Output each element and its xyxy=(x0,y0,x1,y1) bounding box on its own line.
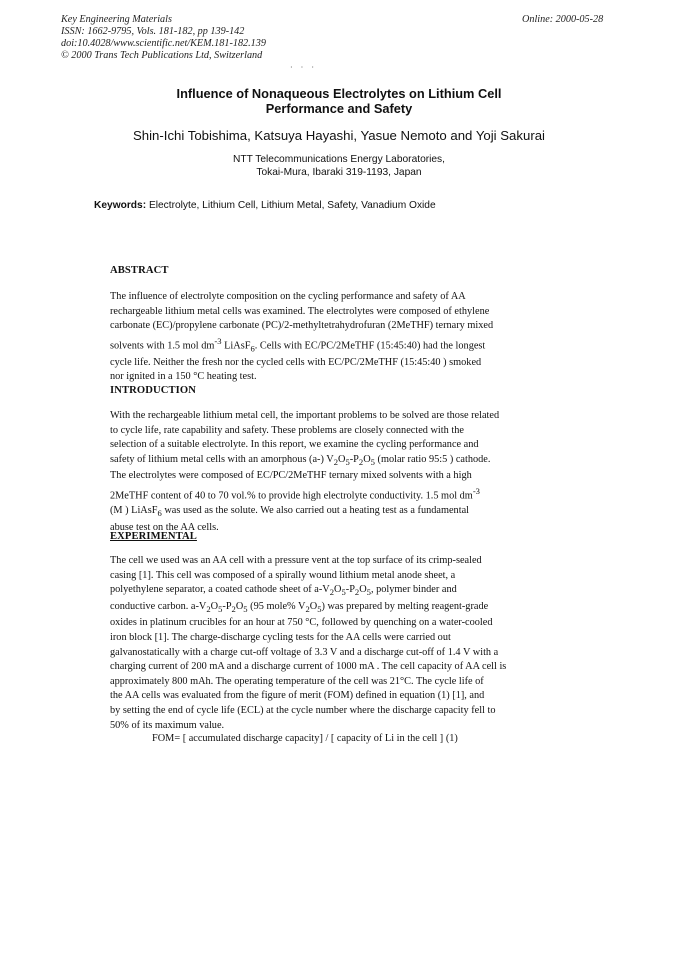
affiliation-line: NTT Telecommunications Energy Laboratories, xyxy=(233,154,445,165)
paragraph-line: the AA cells was evaluated from the figure of merit (FOM) defined in equation (1) [1], and xyxy=(110,690,485,702)
paragraph-line: abuse test on the AA cells. xyxy=(110,521,219,533)
paragraph-line: The cell we used was an AA cell with a pressure vent at the top surface of its crimp-sealed xyxy=(110,555,482,566)
introduction-heading: INTRODUCTION xyxy=(110,385,196,396)
paragraph-line: rechargeable lithium metal cells was examined. The electrolytes were composed of ethylene xyxy=(110,305,490,317)
paragraph-line: safety of lithium metal cells with an amorphous (a-) $V_2O_5-P_2O_5$ (molar ratio 95:5 ) cathode. xyxy=(110,453,491,467)
paragraph-line: solvents with 1.5 mol $dm^{-3}$ LiAsF$_6$. Cells with EC/PC/2MeTHF (15:45:40) had the longest xyxy=(110,335,486,354)
doi-line: doi:10.4028/www.scientific.net/KEM.181-182.139 xyxy=(61,38,266,49)
paragraph-line: The influence of electrolyte composition on the cycling performance and safety of AA xyxy=(110,291,466,302)
title-line: Influence of Nonaqueous Electrolytes on Lithium Cell xyxy=(176,86,502,101)
abstract-heading: ABSTRACT xyxy=(110,265,169,276)
introduction-body xyxy=(110,409,533,535)
affiliation xyxy=(60,153,618,179)
paragraph-line: carbonate (EC)/propylene carbonate (PC)/2-methyltetrahydrofuran (2MeTHF) ternary mixed xyxy=(110,320,494,332)
keywords-label: Keywords: xyxy=(94,200,147,211)
paragraph-line: polyethylene separator, a coated cathode sheet of $a-V_2O_5-P_2O_5$, polymer binder and xyxy=(110,584,457,598)
paragraph-line: by setting the end of cycle life (ECL) at the cycle number where the discharge capacity fell to xyxy=(110,705,496,717)
paragraph-line: (M ) LiAsF$_6$ was used as the solute. We also carried out a heating test as a fundamental xyxy=(110,505,469,519)
issn-line: ISSN: 1662-9795, Vols. 181-182, pp 139-142 xyxy=(61,26,245,37)
paragraph-line: iron block [1]. The charge-discharge cycling tests for the AA cells were carried out xyxy=(110,632,451,644)
journal-name: Key Engineering Materials xyxy=(61,14,172,25)
title-line: Performance and Safety xyxy=(265,101,413,116)
paragraph-line: With the rechargeable lithium metal cell, the important problems to be solved are those related xyxy=(110,410,500,421)
keywords xyxy=(94,200,436,211)
paragraph-line: to cycle life, rate capability and safety. These problems are closely connected with the xyxy=(110,424,464,436)
experimental-heading: EXPERIMENTAL xyxy=(110,531,197,542)
paragraph-line: 50% of its maximum value. xyxy=(110,719,225,731)
scan-artifact-dots: · · · xyxy=(290,63,317,72)
experimental-body xyxy=(110,554,533,733)
paragraph-line: selection of a suitable electrolyte. In this report, we examine the cycling performance and xyxy=(110,439,479,451)
author-list: Shin-Ichi Tobishima, Katsuya Hayashi, Yasue Nemoto and Yoji Sakurai xyxy=(133,128,545,143)
paragraph-line: approximately 800 mAh. The operating temperature of the cell was 21°C. The cycle life of xyxy=(110,675,484,687)
paragraph-line: casing [1]. This cell was composed of a spirally wound lithium metal anode sheet, a xyxy=(110,569,456,581)
keywords-text: Electrolyte, Lithium Cell, Lithium Metal, Safety, Vanadium Oxide xyxy=(148,200,436,211)
paragraph-line: galvanostatically with a charge cut-off voltage of 3.3 V and a discharge cut-off of 1.4 V with a xyxy=(110,646,499,658)
paragraph-line: conductive carbon. $a-V_2O_5-P_2O_5$ (95 mole% $V_2O_5$) was prepared by melting reagent-grade xyxy=(110,600,489,614)
equation-1: FOM= [ accumulated discharge capacity] / [ capacity of Li in the cell ] (1) xyxy=(152,733,458,744)
abstract-body xyxy=(110,290,533,385)
paragraph-line: charging current of 200 mA and a discharge current of 1000 mA . The cell capacity of AA cell is xyxy=(110,661,507,673)
copyright-line: © 2000 Trans Tech Publications Ltd, Switzerland xyxy=(61,50,263,61)
paragraph-line: oxides in platinum crucibles for an hour at 750 °C, followed by quenching on a water-cooled xyxy=(110,617,493,629)
affiliation-line: Tokai-Mura, Ibaraki 319-1193, Japan xyxy=(256,167,422,178)
paragraph-line: 2MeTHF content of 40 to 70 vol.% to provide high electrolyte conductivity. 1.5 mol $dm^{-3}$ xyxy=(110,486,480,502)
paragraph-line: cycle life. Neither the fresh nor the cycled cells with EC/PC/2MeTHF (15:45:40 ) smoked xyxy=(110,356,482,368)
paragraph-line: The electrolytes were composed of EC/PC/2MeTHF ternary mixed solvents with a high xyxy=(110,470,472,482)
online-date: Online: 2000-05-28 xyxy=(522,14,604,25)
paper-title xyxy=(60,86,618,116)
paragraph-line: nor ignited in a 150 °C heating test. xyxy=(110,371,257,383)
